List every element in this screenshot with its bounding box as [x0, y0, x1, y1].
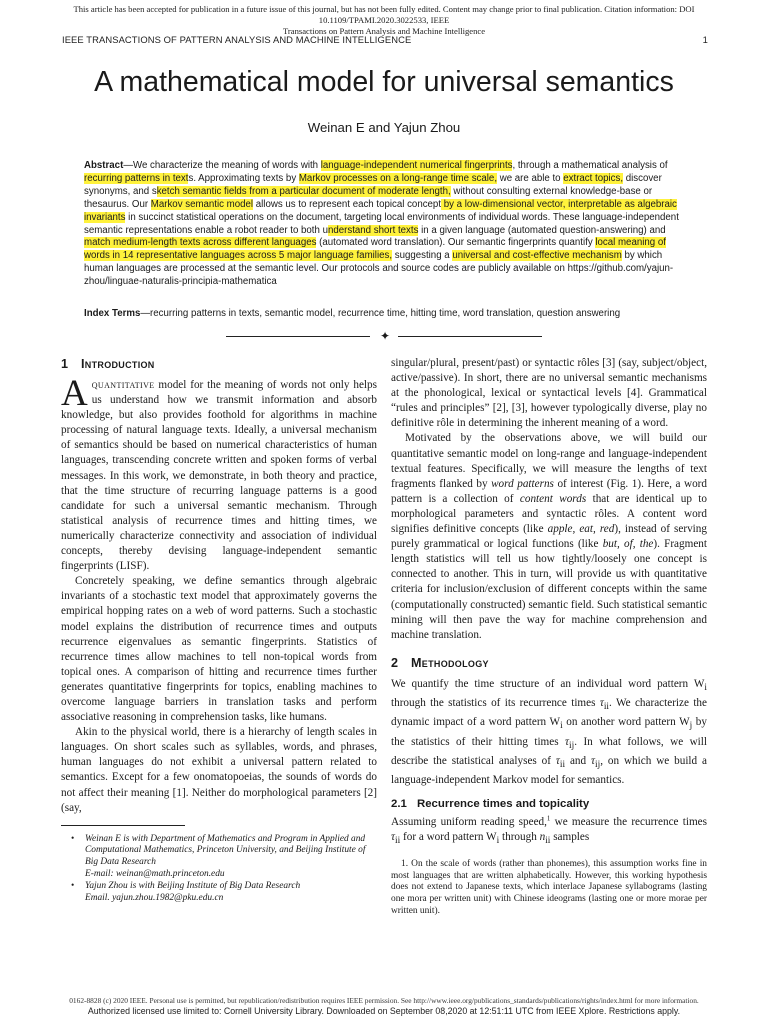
abstract-body	[84, 160, 679, 287]
diamond-icon: ✦	[380, 329, 391, 343]
subscript: ij	[569, 741, 575, 751]
abstract-text-run: we are able to	[497, 172, 564, 184]
text-run: . We characterize the dynamic impact of a word pattern W	[391, 697, 707, 729]
text-run: , on which we build a language-independent Markov model for semantics.	[391, 755, 707, 787]
affiliation-item	[71, 881, 377, 904]
drop-cap: A	[61, 373, 88, 414]
index-terms	[84, 308, 684, 321]
intro-paragraph-2: Concretely speaking, we define semantics through algebraic invariants of a stochastic text model that approximately governs the empirical hopping rates on a web of word patterns. Such a stochastic model explains the distribution of recurrence times and outputs recurrence eigenvalues as semantic fingerprints. Statistics of recurrence times allow machines to tell non-topical words from topical ones. A comparison of hitting and recurrence times further generates quantitative fingerprints for topics, enabling machines to overcome language barriers in translation tasks and perform associative reasoning in comprehension tasks, like humans.	[61, 575, 377, 724]
text-run: through	[499, 830, 540, 843]
section-title: Introduction	[81, 357, 155, 371]
paper-authors: Weinan E and Yajun Zhou	[307, 120, 461, 135]
math-symbol: τ	[391, 830, 396, 843]
text-run: and	[565, 755, 591, 768]
subscript: ii	[545, 835, 551, 846]
left-column	[61, 356, 377, 905]
subsection-number: 2.1	[391, 797, 407, 810]
index-terms-text: —recurring patterns in texts, semantic model, recurrence time, hitting time, word translation, question answering	[140, 308, 621, 319]
subsection-title: Recurrence times and topicality	[417, 797, 590, 810]
affiliation-email: Email. yajun.zhou.1982@pku.edu.cn	[85, 892, 224, 903]
notice-line-1: This article has been accepted for publication in a future issue of this journal, but has not been fully edited. Content may change prior to final publication. Citation information: DOI 10.1109/TPAMI.2020.3022533, IEEE	[73, 4, 695, 25]
text-run: that are identical up to morphological parameters and syntactic rôles. A content word signifies definitive concepts (like	[391, 492, 708, 536]
highlighted-phrase: universal and cost-effective mechanism	[452, 250, 622, 262]
highlighted-phrase: Markov processes on a long-range time scale,	[298, 172, 498, 184]
methodology-paragraph	[391, 677, 707, 789]
subscript: i	[560, 721, 563, 732]
affiliation-text: • Yajun Zhou is with Beijing Institute of Big Data Research	[85, 881, 301, 892]
subscript: i	[704, 683, 707, 694]
highlighted-phrase: extract topics,	[563, 172, 624, 184]
section-title: Methodology	[411, 655, 489, 670]
highlighted-phrase: recurring patterns in text	[84, 172, 189, 184]
highlighted-phrase: nderstand short texts	[327, 224, 419, 236]
subscript: ii	[395, 835, 401, 846]
highlighted-phrase: language-independent numerical fingerprints	[320, 160, 513, 171]
highlighted-phrase: by a low-dimensional vector, interpretable as algebraic invariants	[84, 198, 677, 223]
recurrence-paragraph	[391, 815, 707, 849]
math-symbol: τ	[591, 755, 596, 768]
text-run: ). Fragment length statistics will tell us how tightly/loosely one concept is connected to another. This in turn, will provide us with quantitative criteria for inclusion/exclusion of different concepts within the same (computationally constructed) semantic field. Such statistical semantic mining will then pave the way for machine comprehension and machine translation.	[391, 538, 707, 641]
abstract-text-run: by which human languages are processed at the semantic level. Our protocols and source codes are publicly available on https://github.com/yajun-zhou/linguae-naturalis-principia-mathematica	[84, 250, 674, 288]
right-column	[391, 356, 707, 917]
page-number: 1	[702, 34, 708, 45]
footnote-1: 1. On the scale of words (rather than phonemes), this assumption works fine in most languages that are written alphabetically. However, this working hypothesis does not extend to Japanese texts, which interlace Japanese syllabograms (lasting one mora per written unit) with Chinese ideograms (lasting one or more morae per written unit).	[391, 858, 707, 916]
subscript: ii	[559, 760, 566, 771]
abstract-text-run: suggesting a	[392, 250, 453, 262]
emphasis: apple, eat, red	[547, 523, 615, 536]
highlighted-phrase: ketch semantic fields from a particular document of moderate length,	[156, 185, 451, 197]
abstract-text-run: , through a mathematical analysis of	[512, 160, 668, 171]
author-affiliations	[61, 834, 377, 905]
emphasis: content words	[519, 492, 587, 505]
subscript: j	[689, 721, 693, 732]
abstract-text-run: —We characterize the meaning of words with	[123, 160, 321, 171]
paper-title: A mathematical model for universal semantics	[94, 66, 674, 98]
divider-line-left	[226, 336, 370, 337]
abstract-text-run: discover synonyms, and s	[84, 172, 662, 197]
text-run: samples	[550, 830, 590, 843]
running-head	[62, 34, 708, 45]
math-symbol: τ	[599, 697, 604, 710]
affiliation-item	[71, 834, 377, 880]
intro-paragraph-3: Akin to the physical world, there is a hierarchy of length scales in languages. On short scales such as syllables, words, and phrases, human languages do not exhibit a universal pattern related to semantics. Except for a few onomatopoeias, the sounds of words do not affect their meaning [1]. Neither do morphological parameters [2] (say,	[61, 726, 377, 814]
highlighted-phrase: local meaning of words in 14 representative languages across 5 major language families,	[84, 237, 666, 262]
math-symbol: τ	[565, 735, 570, 748]
lead-word: quantitative	[91, 379, 155, 391]
footnote-rule	[61, 825, 185, 826]
section-number: 1	[61, 357, 69, 371]
abstract-text-run: (automated word translation). Our semantic fingerprints quantify	[316, 237, 596, 249]
section-2-heading	[391, 655, 707, 671]
affiliation-email: E-mail: weinan@math.princeton.edu	[85, 868, 225, 879]
intro-paragraph-3-continued: singular/plural, present/past) or syntactic rôles [3] (say, subject/object, active/passive). In short, there are no universal semantic mechanisms at the phonological, lexical or syntactical levels [4]. Grammatical “rules and principles” [2], [3], however typologically diverse, play no definitive rôle in determining the inherent meaning of a word.	[391, 357, 707, 430]
math-symbol: τ	[555, 755, 560, 768]
abstract-text-run: in a given language (automated question-answering) and	[418, 224, 666, 236]
text-run: Motivated by the observations above, we will build our quantitative semantic model on long-range and language-independent textual features. Specifically, we will measure the lengths of text fragments flanked by	[391, 432, 707, 490]
subscript: i	[496, 835, 500, 846]
abstract-text-run: s. Approximating texts by	[188, 172, 299, 184]
text-run: We quantify the time structure of an individual word pattern W	[391, 677, 705, 690]
intro-paragraph-1	[61, 373, 377, 574]
abstract-label: Abstract	[84, 160, 124, 171]
license-line: Authorized licensed use limited to: Cornell University Library. Downloaded on September 08,2020 at 12:51:11 UTC from IEEE Xplore. Restrictions apply.	[87, 1006, 681, 1016]
highlighted-phrase: match medium-length texts across different languages	[84, 237, 317, 249]
math-symbol: n	[539, 830, 546, 843]
text-run: we measure the recurrence times	[550, 815, 707, 828]
abstract-text-run: allows us to represent each topical concept	[253, 198, 442, 210]
emphasis: but, of, the	[602, 538, 654, 551]
divider-line-right	[398, 336, 542, 337]
emphasis: word patterns	[491, 477, 554, 490]
text-run: ), instead of serving purely grammatical or logical functions (like	[391, 523, 707, 551]
footnote-marker: 1	[546, 813, 551, 822]
subscript: ij	[595, 760, 601, 771]
section-number: 2	[391, 655, 399, 670]
section-1-heading	[61, 356, 377, 372]
abstract-text-run: without consulting external knowledge-base or thesaurus. Our	[84, 185, 653, 210]
affiliation-text: • Weinan E is with Department of Mathematics and Program in Applied and Computational Mathematics, Princeton University, and Beijing Institute of Big Data Research	[85, 833, 366, 867]
intro-paragraph-4	[391, 431, 707, 642]
abstract	[84, 160, 684, 289]
notice-line-2: Transactions on Pattern Analysis and Machine Intelligence	[282, 26, 486, 36]
section-divider	[226, 329, 542, 343]
text-run: by the statistics of their hitting times	[391, 716, 707, 748]
acceptance-notice	[20, 4, 748, 37]
text-run: for a word pattern W	[400, 830, 497, 843]
text-run: . In what follows, we will describe the statistical analyses of	[391, 735, 707, 768]
intro-paragraph-1-text: model for the meaning of words not only helps us understand how we transmit information and absorb knowledge, but also provides foothold for algorithms in machine processing of natural language texts. Ideally, a universal mechanism of semantics should be based on numerical characteristics of human languages, transcending concrete written and spoken forms of verbal messages. In this work, we demonstrate, in both theory and practice, that the time structure of recurring language patterns is a good candidate for such a universal semantic mechanism. Through statistical analysis of recurrence times and hitting times, we numerically characterize connectivity and association of individual concepts, thereby devising language-independent semantic fingerprints (LISF).	[61, 379, 377, 573]
text-run: through the statistics of its recurrence times	[391, 697, 600, 710]
text-run: Assuming uniform reading speed,	[391, 815, 547, 828]
subscript: ii	[603, 702, 610, 713]
journal-name: IEEE TRANSACTIONS OF PATTERN ANALYSIS AND MACHINE INTELLIGENCE	[62, 34, 412, 45]
text-run: of interest (Fig. 1). Here, a word pattern is a collection of	[391, 477, 707, 505]
subsection-2-1-heading	[391, 797, 707, 811]
copyright-line: 0162-8828 (c) 2020 IEEE. Personal use is permitted, but republication/redistribution requires IEEE permission. See http://www.ieee.org/publications_standards/publications/rights/index.html for more information.	[69, 996, 699, 1005]
highlighted-phrase: Markov semantic model	[150, 198, 254, 210]
text-run: on another word pattern W	[562, 716, 690, 729]
abstract-text-run: in succinct statistical operations on the document, targeting local environments of individual words. These language-independent semantic representations enable a robot reader to both u	[84, 211, 679, 236]
index-terms-label: Index Terms	[84, 308, 141, 319]
